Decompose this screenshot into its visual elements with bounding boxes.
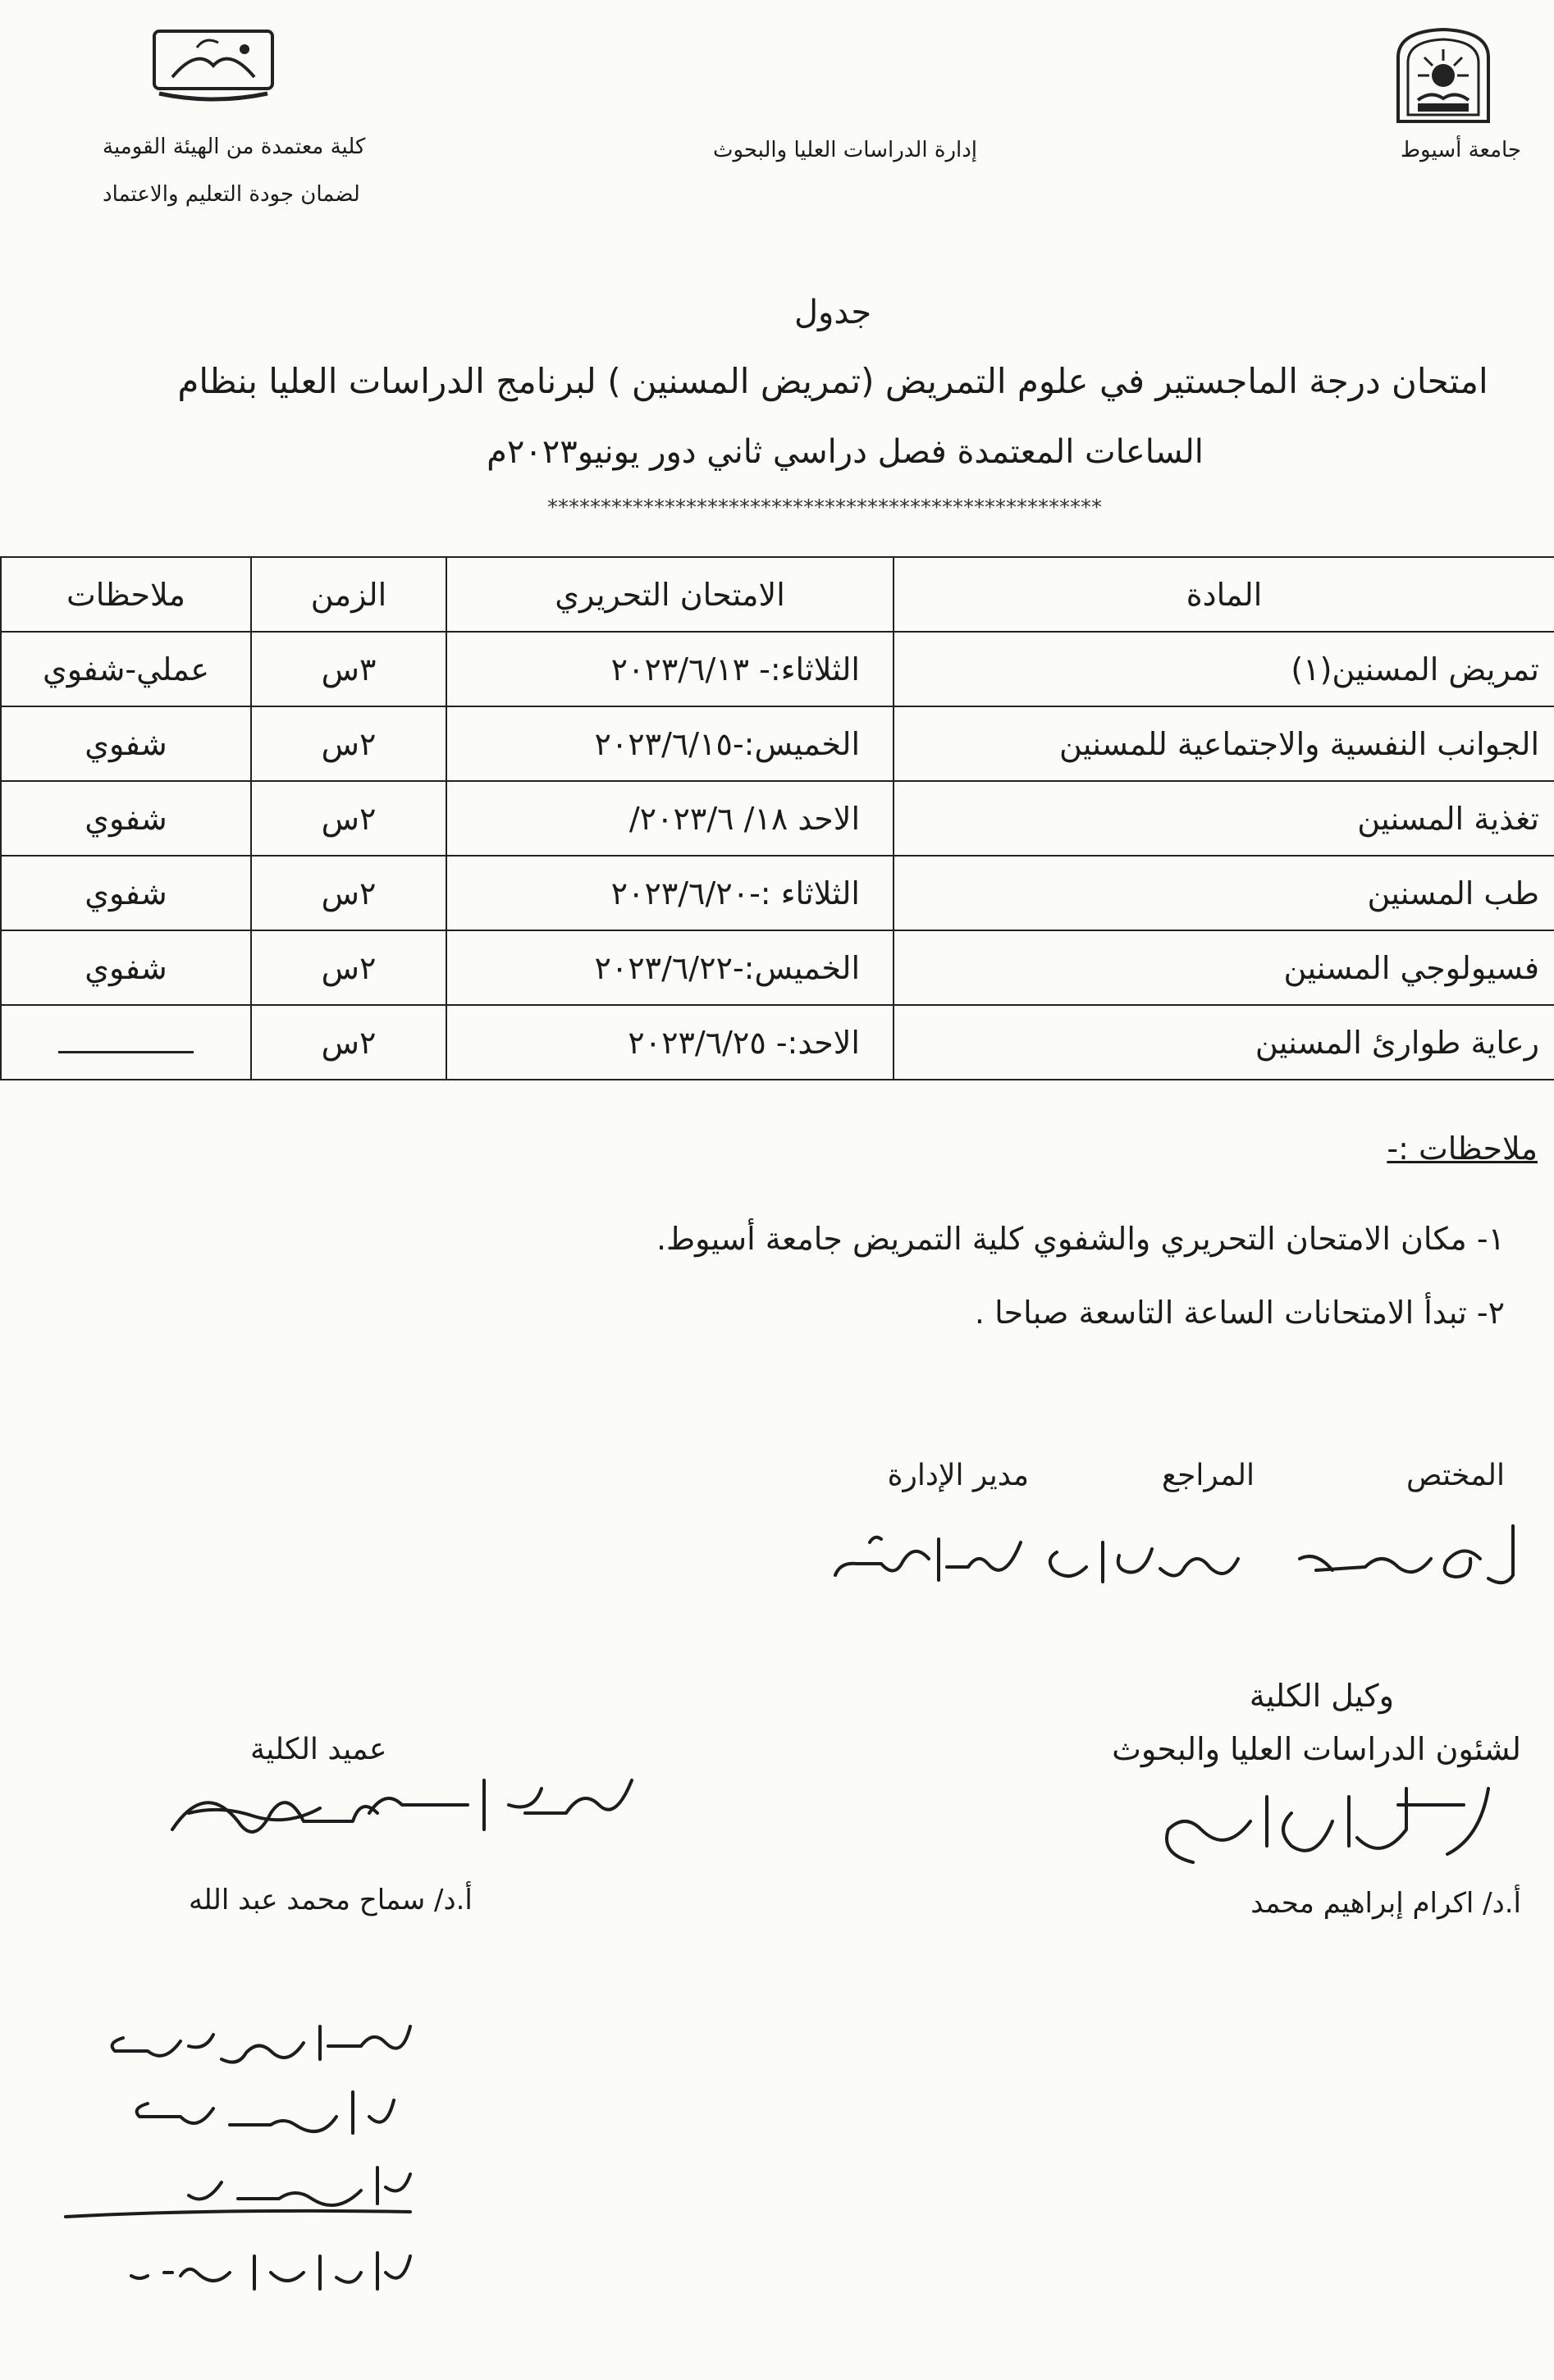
manager-title: مدير الإدارة <box>887 1459 1029 1492</box>
cell-subject: رعاية طوارئ المسنين <box>894 1005 1554 1080</box>
cell-notes: شفوي <box>1 781 251 856</box>
table-row <box>1 930 1554 1005</box>
cell-duration: ٢س <box>251 706 446 781</box>
notes-heading: ملاحظات :- <box>1387 1131 1538 1167</box>
manager-signature-icon <box>824 1510 1029 1600</box>
header-subject: المادة <box>894 557 1554 632</box>
dean-name: أ.د/ سماح محمد عبد الله <box>189 1884 473 1916</box>
dean-signature-icon <box>156 1764 648 1854</box>
title-line-1: امتحان درجة الماجستير في علوم التمريض (تمريض المسنين ) لبرنامج الدراسات العليا بنظام <box>177 361 1488 401</box>
faculty-accreditation-line2: لضمان جودة التعليم والاعتماد <box>103 182 360 207</box>
page-title: جدول <box>793 294 872 331</box>
table-row <box>1 856 1554 930</box>
header-written-exam: الامتحان التحريري <box>446 557 894 632</box>
reviewer-signature-icon <box>1037 1510 1250 1600</box>
cell-notes: شفوي <box>1 930 251 1005</box>
vice-dean-portfolio: لشئون الدراسات العليا والبحوث <box>1112 1731 1521 1767</box>
university-logo-icon <box>1390 25 1497 123</box>
cell-exam-date: الخميس:-٢٠٢٣/٦/١٥ <box>446 706 894 781</box>
cell-duration: ٢س <box>251 930 446 1005</box>
cell-exam-date: الاحد ١٨/ ٢٠٢٣/٦/ <box>446 781 894 856</box>
faculty-logo-icon <box>148 23 279 105</box>
vice-dean-name: أ.د/ اكرام إبراهيم محمد <box>1250 1887 1521 1920</box>
vice-dean-title: وكيل الكلية <box>1249 1678 1394 1714</box>
table-row <box>1 706 1554 781</box>
title-line-2: الساعات المعتمدة فصل دراسي ثاني دور يونيو٢٠٢٣م <box>487 433 1204 471</box>
handwritten-approval-note-icon <box>49 1994 509 2322</box>
cell-exam-date: الثلاثاء :-٢٠٢٣/٦/٢٠ <box>446 856 894 930</box>
cell-subject: تغذية المسنين <box>894 781 1554 856</box>
specialist-title: المختص <box>1406 1459 1505 1492</box>
cell-notes: شفوي <box>1 856 251 930</box>
note-item-2: ٢- تبدأ الامتحانات الساعة التاسعة صباحا . <box>974 1295 1505 1331</box>
reviewer-title: المراجع <box>1161 1459 1255 1492</box>
department-name: إدارة الدراسات العليا والبحوث <box>712 138 978 162</box>
cell-duration: ٢س <box>251 856 446 930</box>
note-item-1: ١- مكان الامتحان التحريري والشفوي كلية التمريض جامعة أسيوط. <box>656 1221 1505 1257</box>
cell-duration: ٢س <box>251 781 446 856</box>
table-header-row <box>1 557 1554 632</box>
cell-duration: ٣س <box>251 632 446 706</box>
dean-title: عميد الكلية <box>250 1733 387 1766</box>
cell-notes: عملي-شفوي <box>1 632 251 706</box>
specialist-signature-icon <box>1283 1510 1529 1600</box>
cell-notes-empty <box>1 1005 251 1080</box>
exam-schedule-table <box>0 556 1554 1080</box>
cell-subject: الجوانب النفسية والاجتماعية للمسنين <box>894 706 1554 781</box>
cell-exam-date: الاحد:- ٢٠٢٣/٦/٢٥ <box>446 1005 894 1080</box>
vice-dean-signature-icon <box>1136 1772 1505 1879</box>
table-row <box>1 1005 1554 1080</box>
cell-exam-date: الثلاثاء:- ٢٠٢٣/٦/١٣ <box>446 632 894 706</box>
cell-subject: تمريض المسنين(١) <box>894 632 1554 706</box>
title-separator: **************************************************** <box>547 496 1102 520</box>
header-notes: ملاحظات <box>1 557 251 632</box>
empty-notes-line <box>58 1048 194 1053</box>
faculty-accreditation-line1: كلية معتمدة من الهيئة القومية <box>103 135 366 159</box>
cell-subject: فسيولوجي المسنين <box>894 930 1554 1005</box>
university-name: جامعة أسيوط <box>1401 138 1521 162</box>
cell-duration: ٢س <box>251 1005 446 1080</box>
cell-subject: طب المسنين <box>894 856 1554 930</box>
cell-notes: شفوي <box>1 706 251 781</box>
table-row <box>1 781 1554 856</box>
table-row <box>1 632 1554 706</box>
header-duration: الزمن <box>251 557 446 632</box>
cell-exam-date: الخميس:-٢٠٢٣/٦/٢٢ <box>446 930 894 1005</box>
